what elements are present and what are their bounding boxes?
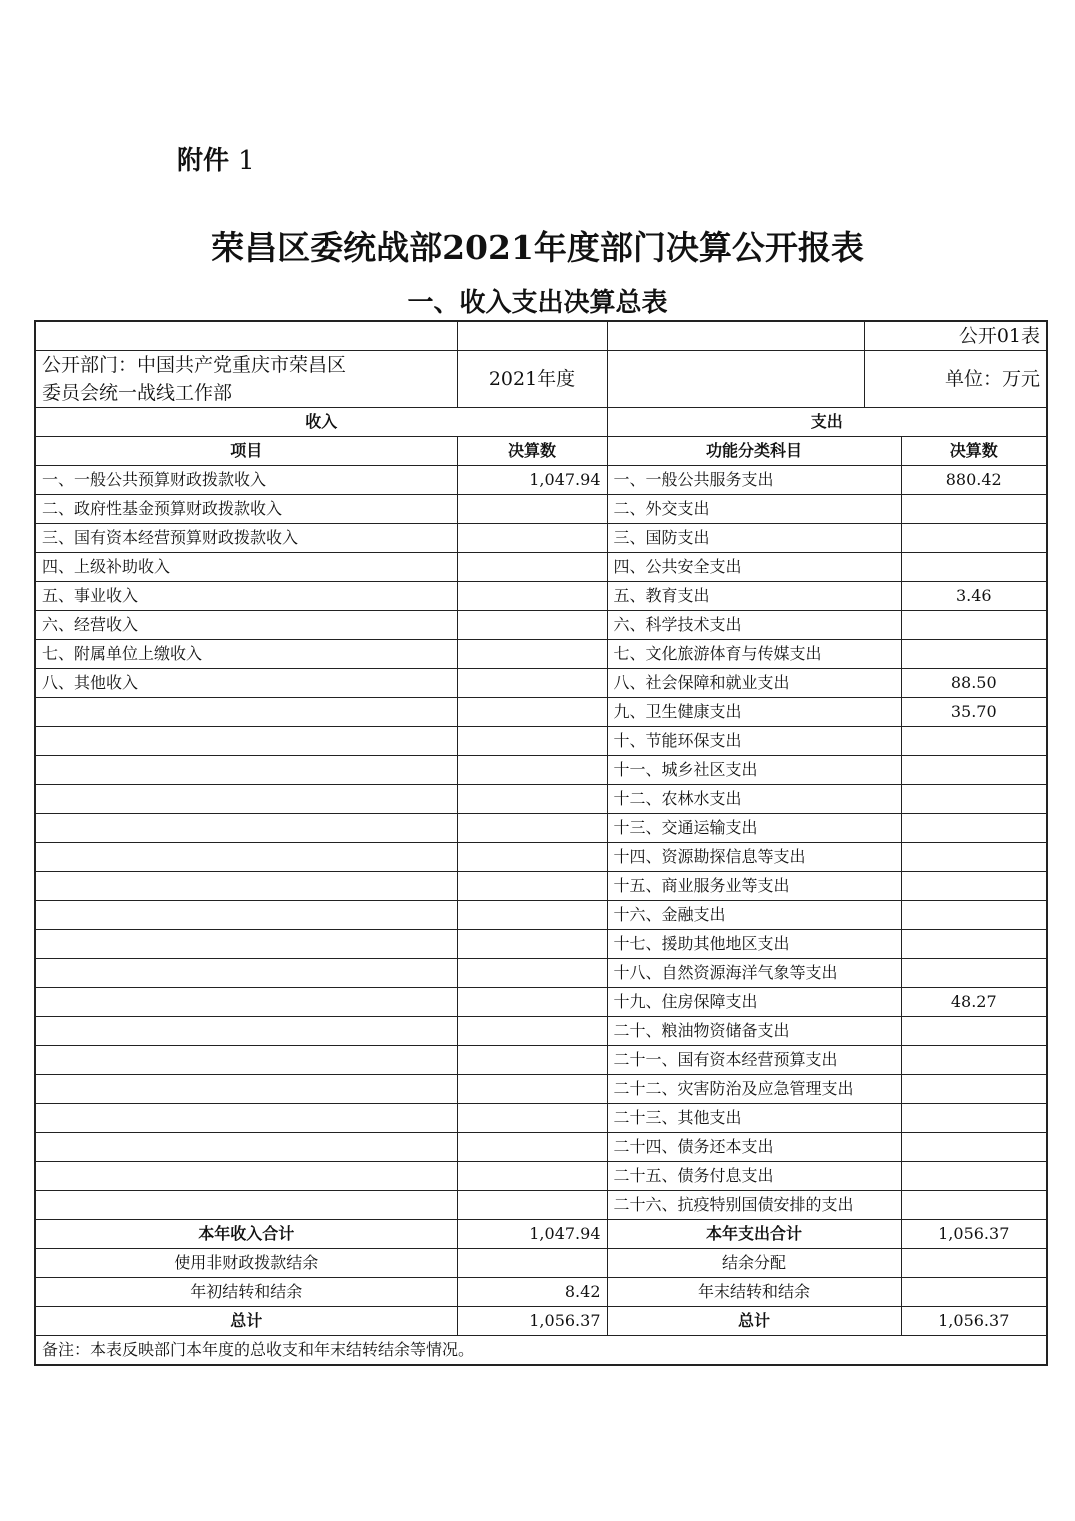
expense-amount bbox=[901, 1133, 1047, 1162]
department-line-2: 委员会统一战线工作部 bbox=[42, 382, 233, 404]
blank-cell bbox=[457, 321, 607, 351]
expense-item: 十三、交通运输支出 bbox=[607, 814, 901, 843]
expense-item: 二十二、灾害防治及应急管理支出 bbox=[607, 1075, 901, 1104]
table-row bbox=[35, 611, 1047, 640]
income-item: 四、上级补助收入 bbox=[35, 553, 457, 582]
table-row bbox=[35, 466, 1047, 495]
expense-item: 二十六、抗疫特别国债安排的支出 bbox=[607, 1191, 901, 1220]
income-item: 一、一般公共预算财政拨款收入 bbox=[35, 466, 457, 495]
expense-amount bbox=[901, 756, 1047, 785]
expense-item: 十六、金融支出 bbox=[607, 901, 901, 930]
page-title: 荣昌区委统战部2021年度部门决算公开报表 bbox=[211, 228, 864, 267]
income-amount bbox=[457, 756, 607, 785]
income-amount bbox=[457, 1075, 607, 1104]
expense-amount bbox=[901, 727, 1047, 756]
income-item: 八、其他收入 bbox=[35, 669, 457, 698]
income-amount bbox=[457, 901, 607, 930]
income-item bbox=[35, 1075, 457, 1104]
total-expense-amount: 1,056.37 bbox=[901, 1307, 1047, 1336]
income-amount bbox=[457, 1046, 607, 1075]
expense-item: 二十五、债务付息支出 bbox=[607, 1162, 901, 1191]
income-item bbox=[35, 988, 457, 1017]
expense-amount bbox=[901, 959, 1047, 988]
income-item bbox=[35, 872, 457, 901]
income-item bbox=[35, 1191, 457, 1220]
table-row bbox=[35, 582, 1047, 611]
total-income-label: 年初结转和结余 bbox=[35, 1278, 457, 1307]
table-row bbox=[35, 814, 1047, 843]
section-row bbox=[35, 408, 1047, 437]
expense-amount bbox=[901, 1075, 1047, 1104]
table-row bbox=[35, 785, 1047, 814]
expense-amount: 880.42 bbox=[901, 466, 1047, 495]
total-row bbox=[35, 1220, 1047, 1249]
unit-cell: 单位：万元 bbox=[864, 351, 1047, 408]
expense-amount: 35.70 bbox=[901, 698, 1047, 727]
total-income-amount: 1,056.37 bbox=[457, 1307, 607, 1336]
expense-amount bbox=[901, 901, 1047, 930]
expense-item: 十二、农林水支出 bbox=[607, 785, 901, 814]
total-expense-amount: 1,056.37 bbox=[901, 1220, 1047, 1249]
table-row bbox=[35, 959, 1047, 988]
table-row bbox=[35, 1046, 1047, 1075]
blank-cell bbox=[607, 351, 864, 408]
col-func: 功能分类科目 bbox=[607, 437, 901, 466]
col-amount: 决算数 bbox=[457, 437, 607, 466]
expense-amount bbox=[901, 611, 1047, 640]
income-item bbox=[35, 1017, 457, 1046]
total-expense-label: 总计 bbox=[607, 1307, 901, 1336]
expense-item: 二十、粮油物资储备支出 bbox=[607, 1017, 901, 1046]
income-item: 六、经营收入 bbox=[35, 611, 457, 640]
table-code: 公开01表 bbox=[864, 321, 1047, 351]
income-amount bbox=[457, 959, 607, 988]
table-row bbox=[35, 524, 1047, 553]
income-amount bbox=[457, 1133, 607, 1162]
section-income: 收入 bbox=[35, 408, 607, 437]
income-item bbox=[35, 756, 457, 785]
income-item bbox=[35, 843, 457, 872]
total-income-amount: 1,047.94 bbox=[457, 1220, 607, 1249]
expense-amount bbox=[901, 1104, 1047, 1133]
income-item bbox=[35, 814, 457, 843]
total-income-label: 本年收入合计 bbox=[35, 1220, 457, 1249]
table-row bbox=[35, 1133, 1047, 1162]
col-item: 项目 bbox=[35, 437, 457, 466]
expense-item: 三、国防支出 bbox=[607, 524, 901, 553]
blank-cell bbox=[35, 321, 457, 351]
expense-item: 六、科学技术支出 bbox=[607, 611, 901, 640]
income-amount bbox=[457, 669, 607, 698]
table-row bbox=[35, 640, 1047, 669]
total-expense-label: 结余分配 bbox=[607, 1249, 901, 1278]
col-amount2: 决算数 bbox=[901, 437, 1047, 466]
income-amount: 1,047.94 bbox=[457, 466, 607, 495]
income-item bbox=[35, 1162, 457, 1191]
table-row bbox=[35, 727, 1047, 756]
income-item bbox=[35, 930, 457, 959]
income-item bbox=[35, 959, 457, 988]
table-row bbox=[35, 669, 1047, 698]
income-amount bbox=[457, 930, 607, 959]
budget-table bbox=[34, 320, 1048, 1366]
expense-item: 十九、住房保障支出 bbox=[607, 988, 901, 1017]
income-item bbox=[35, 1104, 457, 1133]
expense-item: 二十四、债务还本支出 bbox=[607, 1133, 901, 1162]
table-row bbox=[35, 930, 1047, 959]
expense-item: 十五、商业服务业等支出 bbox=[607, 872, 901, 901]
department-line-1: 公开部门：中国共产党重庆市荣昌区 bbox=[42, 354, 347, 376]
total-expense-label: 年末结转和结余 bbox=[607, 1278, 901, 1307]
income-amount bbox=[457, 524, 607, 553]
column-header-row bbox=[35, 437, 1047, 466]
table-row bbox=[35, 553, 1047, 582]
attachment-number: 1 bbox=[238, 146, 255, 176]
section-expense: 支出 bbox=[607, 408, 1047, 437]
income-amount bbox=[457, 1017, 607, 1046]
income-amount bbox=[457, 988, 607, 1017]
table-row bbox=[35, 1191, 1047, 1220]
expense-item: 十七、援助其他地区支出 bbox=[607, 930, 901, 959]
table-row bbox=[35, 1017, 1047, 1046]
total-row bbox=[35, 1307, 1047, 1336]
expense-item: 二十三、其他支出 bbox=[607, 1104, 901, 1133]
expense-item: 十、节能环保支出 bbox=[607, 727, 901, 756]
department-cell bbox=[35, 351, 457, 408]
total-expense-amount bbox=[901, 1249, 1047, 1278]
expense-amount: 88.50 bbox=[901, 669, 1047, 698]
expense-item: 十八、自然资源海洋气象等支出 bbox=[607, 959, 901, 988]
total-expense-label: 本年支出合计 bbox=[607, 1220, 901, 1249]
income-amount bbox=[457, 495, 607, 524]
attachment-label bbox=[177, 140, 255, 177]
income-item bbox=[35, 1133, 457, 1162]
blank-cell bbox=[607, 321, 864, 351]
income-item bbox=[35, 727, 457, 756]
total-income-amount bbox=[457, 1249, 607, 1278]
expense-amount bbox=[901, 1046, 1047, 1075]
note-text: 备注：本表反映部门本年度的总收支和年末结转结余等情况。 bbox=[35, 1336, 1047, 1366]
expense-item: 八、社会保障和就业支出 bbox=[607, 669, 901, 698]
income-item: 七、附属单位上缴收入 bbox=[35, 640, 457, 669]
table-row bbox=[35, 1104, 1047, 1133]
expense-item: 十一、城乡社区支出 bbox=[607, 756, 901, 785]
expense-amount: 3.46 bbox=[901, 582, 1047, 611]
income-amount bbox=[457, 727, 607, 756]
expense-amount bbox=[901, 640, 1047, 669]
income-amount bbox=[457, 814, 607, 843]
table-row bbox=[35, 1075, 1047, 1104]
income-amount bbox=[457, 611, 607, 640]
expense-item: 九、卫生健康支出 bbox=[607, 698, 901, 727]
expense-amount bbox=[901, 872, 1047, 901]
expense-amount bbox=[901, 843, 1047, 872]
table-row bbox=[35, 901, 1047, 930]
income-amount bbox=[457, 582, 607, 611]
note-row bbox=[35, 1336, 1047, 1366]
year-cell: 2021年度 bbox=[457, 351, 607, 408]
table-row bbox=[35, 495, 1047, 524]
total-row bbox=[35, 1278, 1047, 1307]
income-amount bbox=[457, 553, 607, 582]
expense-amount bbox=[901, 1017, 1047, 1046]
total-income-label: 总计 bbox=[35, 1307, 457, 1336]
total-income-amount: 8.42 bbox=[457, 1278, 607, 1307]
income-amount bbox=[457, 640, 607, 669]
expense-item: 一、一般公共服务支出 bbox=[607, 466, 901, 495]
total-row bbox=[35, 1249, 1047, 1278]
expense-amount bbox=[901, 553, 1047, 582]
expense-item: 七、文化旅游体育与传媒支出 bbox=[607, 640, 901, 669]
income-amount bbox=[457, 1104, 607, 1133]
income-item bbox=[35, 785, 457, 814]
table-row bbox=[35, 756, 1047, 785]
income-item bbox=[35, 698, 457, 727]
expense-item: 二、外交支出 bbox=[607, 495, 901, 524]
expense-amount bbox=[901, 524, 1047, 553]
total-income-label: 使用非财政拨款结余 bbox=[35, 1249, 457, 1278]
expense-amount bbox=[901, 930, 1047, 959]
attachment-prefix: 附件 bbox=[177, 146, 230, 176]
income-amount bbox=[457, 1162, 607, 1191]
table-row bbox=[35, 698, 1047, 727]
expense-item: 十四、资源勘探信息等支出 bbox=[607, 843, 901, 872]
expense-item: 二十一、国有资本经营预算支出 bbox=[607, 1046, 901, 1075]
expense-item: 五、教育支出 bbox=[607, 582, 901, 611]
page-subtitle: 一、收入支出决算总表 bbox=[407, 288, 668, 318]
expense-amount bbox=[901, 1191, 1047, 1220]
table-header-row bbox=[35, 321, 1047, 351]
expense-item: 四、公共安全支出 bbox=[607, 553, 901, 582]
income-item: 五、事业收入 bbox=[35, 582, 457, 611]
dept-row bbox=[35, 351, 1047, 408]
table-row bbox=[35, 1162, 1047, 1191]
income-amount bbox=[457, 698, 607, 727]
income-amount bbox=[457, 872, 607, 901]
total-expense-amount bbox=[901, 1278, 1047, 1307]
expense-amount bbox=[901, 814, 1047, 843]
income-amount bbox=[457, 1191, 607, 1220]
table-row bbox=[35, 988, 1047, 1017]
income-item: 二、政府性基金预算财政拨款收入 bbox=[35, 495, 457, 524]
income-amount bbox=[457, 843, 607, 872]
expense-amount bbox=[901, 1162, 1047, 1191]
income-item bbox=[35, 1046, 457, 1075]
income-amount bbox=[457, 785, 607, 814]
expense-amount bbox=[901, 495, 1047, 524]
table-row bbox=[35, 843, 1047, 872]
income-item: 三、国有资本经营预算财政拨款收入 bbox=[35, 524, 457, 553]
income-item bbox=[35, 901, 457, 930]
expense-amount bbox=[901, 785, 1047, 814]
table-row bbox=[35, 872, 1047, 901]
expense-amount: 48.27 bbox=[901, 988, 1047, 1017]
